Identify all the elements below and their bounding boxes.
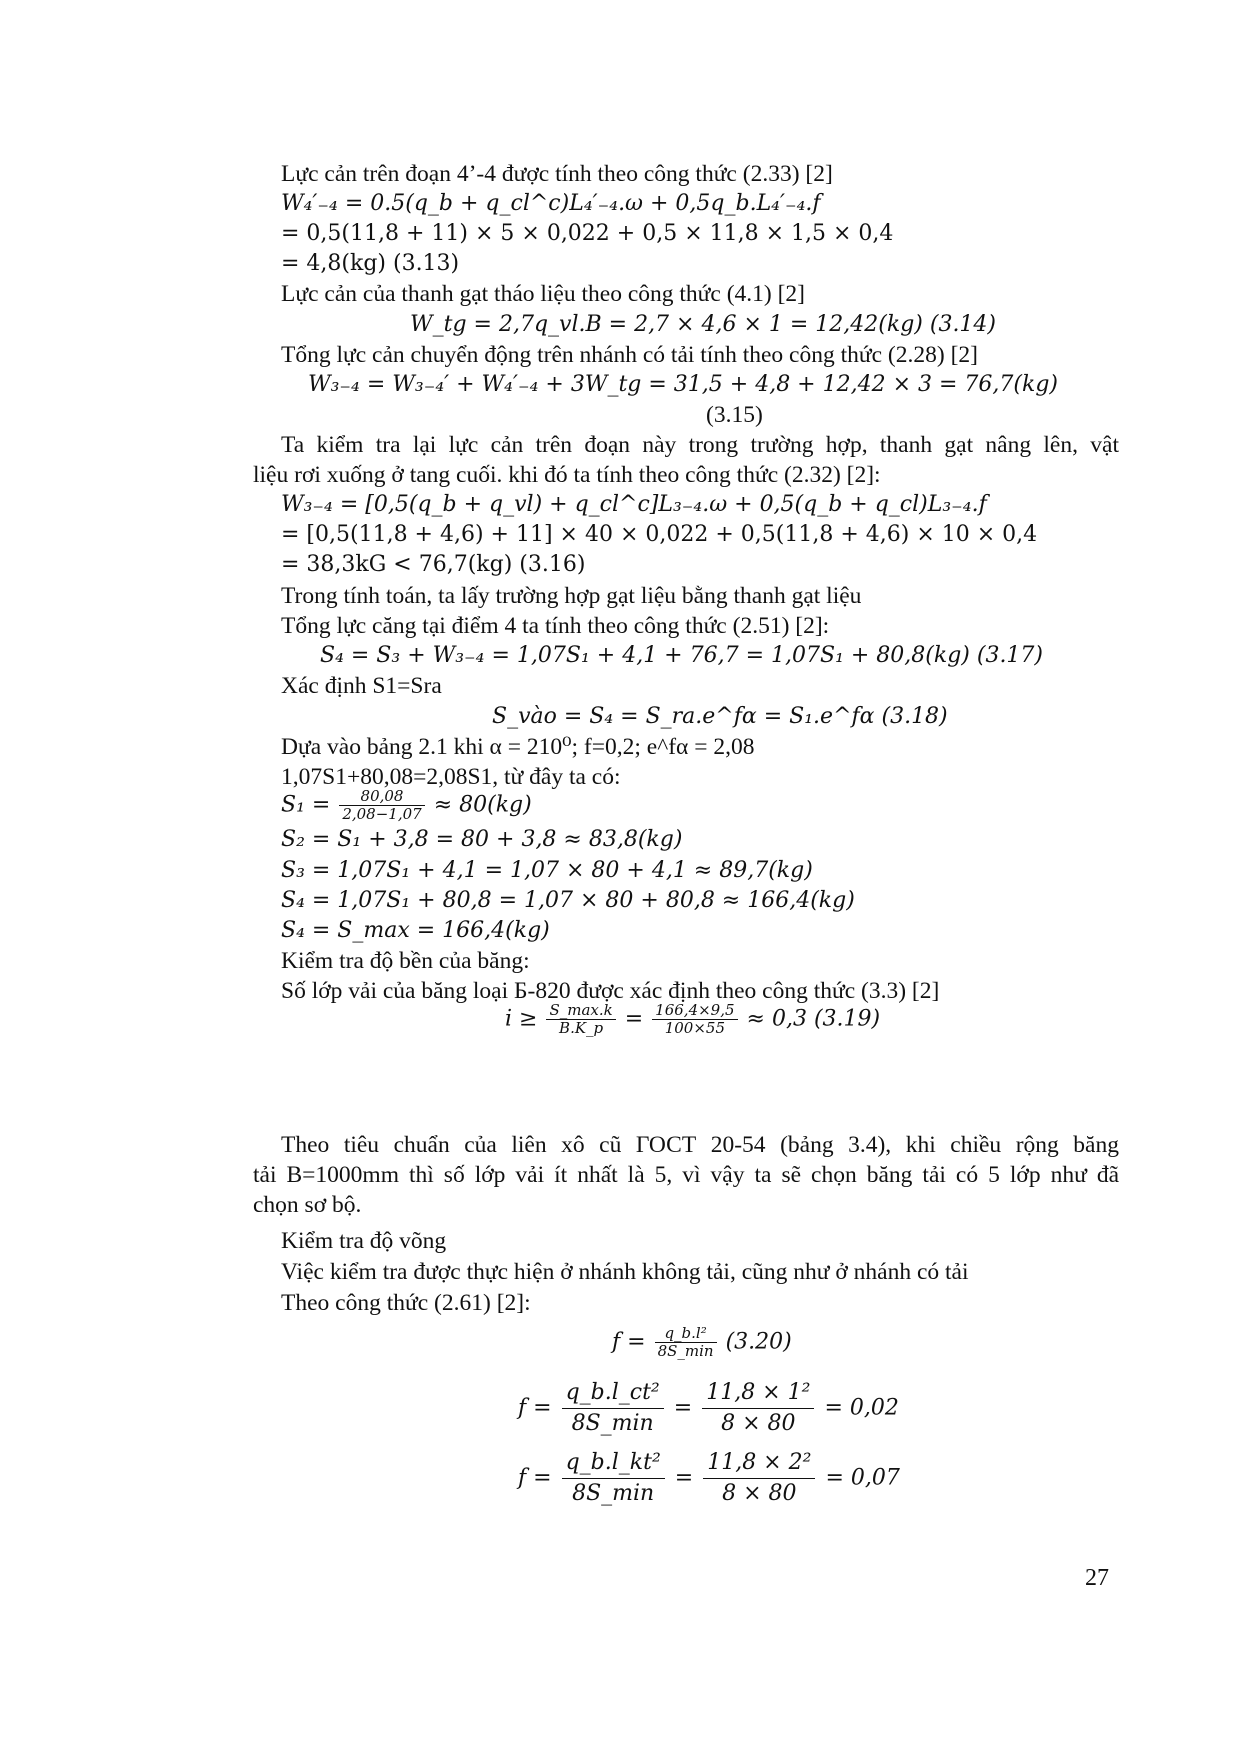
text-line: Kiểm tra độ bền của băng:: [281, 948, 530, 974]
fraction-denominator: 8S_min: [572, 1481, 655, 1506]
fraction: [546, 1002, 615, 1037]
fraction: [702, 1378, 814, 1439]
fraction-denominator: 8 × 80: [722, 1481, 797, 1506]
equation-lhs: f =: [518, 1395, 552, 1421]
fraction-denominator: 8S_min: [657, 1342, 714, 1360]
equation-lhs: f =: [612, 1329, 646, 1355]
text-line: 1,07S1+80,08=2,08S1, từ đây ta có:: [281, 764, 621, 790]
fraction-numerator: q_b.l²: [655, 1325, 717, 1343]
fraction: [652, 1002, 737, 1037]
equation-rhs: ≈ 80(kg): [433, 792, 532, 818]
fraction-numerator: 11,8 × 1²: [702, 1378, 814, 1409]
text-line: Số lớp vải của băng loại Б-820 được xác định theo công thức (3.3) [2]: [281, 978, 940, 1004]
paragraph-line: liệu rơi xuống ở tang cuối. khi đó ta tính theo công thức (2.32) [2]:: [253, 462, 881, 488]
equation-line: S₄ = 1,07S₁ + 80,8 = 1,07 × 80 + 80,8 ≈ 166,4(kg): [281, 888, 855, 913]
equation-line: [505, 1002, 880, 1037]
fraction-denominator: B.K_p: [559, 1019, 604, 1037]
fraction-numerator: q_b.l_ct²: [562, 1378, 664, 1409]
paragraph-line: chọn sơ bộ.: [253, 1192, 362, 1218]
text-line: Kiểm tra độ võng: [281, 1228, 447, 1254]
equation-line: W₃₋₄ = W₃₋₄′ + W₄′₋₄ + 3W_tg = 31,5 + 4,8 + 12,42 × 3 = 76,7(kg): [308, 372, 1058, 397]
equation-line: [518, 1378, 899, 1439]
text-line: Theo công thức (2.61) [2]:: [281, 1290, 531, 1316]
fraction-numerator: q_b.l_kt²: [562, 1448, 665, 1479]
fraction-denominator: 8 × 80: [721, 1411, 796, 1436]
equation-line: = 38,3kG < 76,7(kg) (3.16): [281, 552, 586, 577]
equals-sign: =: [624, 1006, 644, 1032]
equation-line: = [0,5(11,8 + 4,6) + 11] × 40 × 0,022 + 0,5(11,8 + 4,6) × 10 × 0,4: [281, 522, 1038, 547]
equation-line: W_tg = 2,7q_vl.B = 2,7 × 4,6 × 1 = 12,42(kg) (3.14): [410, 312, 997, 337]
fraction-numerator: 80,08: [339, 788, 424, 806]
text-line: Lực cản trên đoạn 4’-4 được tính theo công thức (2.33) [2]: [281, 161, 833, 187]
fraction-numerator: S_max.k: [546, 1002, 615, 1020]
equation-number: (3.20): [725, 1329, 792, 1355]
equation-rhs: = 0,07: [825, 1465, 900, 1491]
text-line: Trong tính toán, ta lấy trường hợp gạt liệu bằng thanh gạt liệu: [281, 583, 862, 609]
equation-rhs: = 0,02: [824, 1395, 899, 1421]
fraction: [703, 1448, 815, 1509]
fraction: [655, 1325, 717, 1360]
equation-line: S₂ = S₁ + 3,8 = 80 + 3,8 ≈ 83,8(kg): [281, 827, 683, 852]
fraction-denominator: 8S_min: [571, 1411, 654, 1436]
fraction-denominator: 2,08−1,07: [342, 805, 422, 823]
text-line: Lực cản của thanh gạt tháo liệu theo công thức (4.1) [2]: [281, 281, 805, 307]
equation-line: S₄ = S_max = 166,4(kg): [281, 918, 550, 943]
paragraph-line: Ta kiểm tra lại lực cản trên đoạn này trong trường hợp, thanh gạt nâng lên, vật: [281, 432, 1119, 458]
text-line: Tổng lực căng tại điểm 4 ta tính theo công thức (2.51) [2]:: [281, 613, 830, 639]
text-line: Dựa vào bảng 2.1 khi α = 210⁰; f=0,2; e^fα = 2,08: [281, 734, 755, 760]
text-line: Việc kiểm tra được thực hiện ở nhánh không tải, cũng như ở nhánh có tải: [281, 1259, 969, 1285]
equation-lhs: f =: [518, 1465, 552, 1491]
equation-lhs: S₁ =: [281, 792, 331, 818]
paragraph-line: tải B=1000mm thì số lớp vải ít nhất là 5, vì vậy ta sẽ chọn băng tải có 5 lớp như đã: [253, 1162, 1119, 1188]
fraction-denominator: 100×55: [664, 1019, 725, 1037]
equation-number: (3.15): [706, 402, 763, 428]
page-number: 27: [1085, 1565, 1109, 1591]
paragraph-line: Theo tiêu chuẩn của liên xô cũ ГОСТ 20-54 (bảng 3.4), khi chiều rộng băng: [281, 1132, 1119, 1158]
equals-sign: =: [674, 1465, 694, 1491]
fraction: [562, 1378, 664, 1439]
fraction-numerator: 166,4×9,5: [652, 1002, 737, 1020]
equation-line: [518, 1448, 900, 1509]
equation-line: W₄′₋₄ = 0.5(q_b + q_cl^c)L₄′₋₄.ω + 0,5q_b.L₄′₋₄.f: [281, 191, 821, 216]
equation-line: = 0,5(11,8 + 11) × 5 × 0,022 + 0,5 × 11,8 × 1,5 × 0,4: [281, 221, 894, 246]
fraction-numerator: 11,8 × 2²: [703, 1448, 815, 1479]
equation-line: [281, 788, 532, 823]
equals-sign: =: [673, 1395, 693, 1421]
text-line: Tổng lực cản chuyển động trên nhánh có tải tính theo công thức (2.28) [2]: [281, 342, 978, 368]
equation-line: S₃ = 1,07S₁ + 4,1 = 1,07 × 80 + 4,1 ≈ 89,7(kg): [281, 858, 813, 883]
equation-line: S_vào = S₄ = S_ra.e^fα = S₁.e^fα (3.18): [492, 704, 948, 729]
equation-line: [612, 1325, 792, 1360]
equation-line: = 4,8(kg) (3.13): [281, 251, 460, 276]
text-line: Xác định S1=Sra: [281, 673, 442, 699]
fraction: [562, 1448, 665, 1509]
equation-lhs: i ≥: [505, 1006, 538, 1032]
equation-rhs: ≈ 0,3 (3.19): [746, 1006, 881, 1032]
equation-line: W₃₋₄ = [0,5(q_b + q_vl) + q_cl^c]L₃₋₄.ω + 0,5(q_b + q_cl)L₃₋₄.f: [281, 492, 987, 517]
equation-line: S₄ = S₃ + W₃₋₄ = 1,07S₁ + 4,1 + 76,7 = 1,07S₁ + 80,8(kg) (3.17): [320, 643, 1044, 668]
fraction: [339, 788, 424, 823]
